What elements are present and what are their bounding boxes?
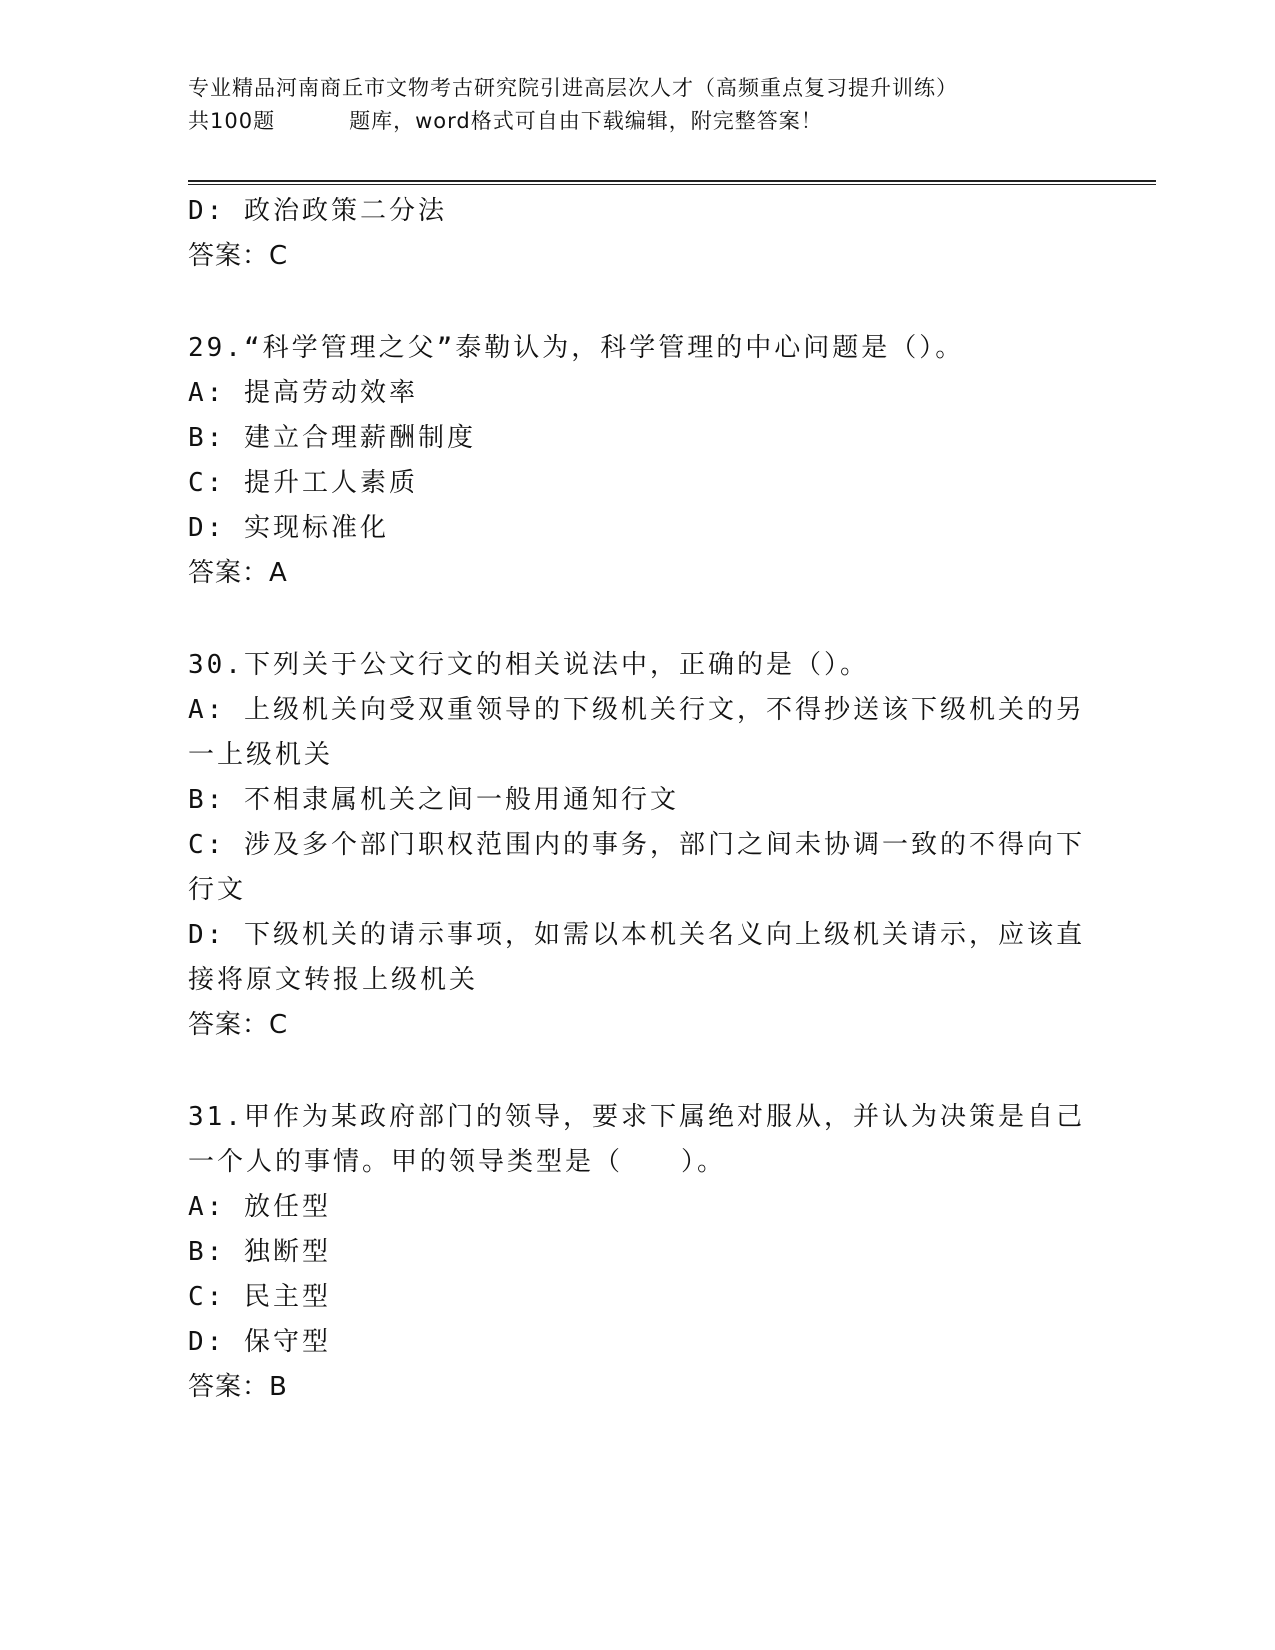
option-b: B: 建立合理薪酬制度 [188,423,476,453]
option-c: C: 民主型 [188,1282,331,1312]
option-d-continued: 接将原文转报上级机关 [188,965,479,995]
question-stem: 30.下列关于公文行文的相关说法中，正确的是（）。 [188,650,869,680]
option-a: A: 提高劳动效率 [188,378,418,408]
header-subtitle [188,105,1088,138]
option-d: D: 保守型 [188,1327,331,1357]
header-title: 专业精品河南商丘市文物考古研究院引进高层次人才（高频重点复习提升训练） [188,76,958,100]
question-stem: 31.甲作为某政府部门的领导，要求下属绝对服从，并认为决策是自己 [188,1102,1085,1132]
option-d: D: 政治政策二分法 [188,196,447,226]
header-question-count: 共100题 [188,109,276,133]
answer-line: 答案：C [188,241,289,271]
header-divider-thick [188,180,1156,182]
document-header [188,72,1088,138]
option-a-continued: 一上级机关 [188,740,334,770]
answer-line: 答案：C [188,1010,289,1040]
option-b: B: 独断型 [188,1237,331,1267]
option-c: C: 涉及多个部门职权范围内的事务，部门之间未协调一致的不得向下 [188,830,1085,860]
question-list [188,189,1088,1410]
option-b: B: 不相隶属机关之间一般用通知行文 [188,785,679,815]
option-d: D: 实现标准化 [188,513,389,543]
option-c-continued: 行文 [188,875,247,905]
question-stem-continued: 一个人的事情。甲的领导类型是（ ）。 [188,1147,727,1177]
option-a: A: 上级机关向受双重领导的下级机关行文，不得抄送该下级机关的另 [188,695,1085,725]
header-divider-thin [188,184,1156,185]
header-description: 题库，word格式可自由下载编辑，附完整答案！ [349,109,823,133]
option-c: C: 提升工人素质 [188,468,418,498]
option-d: D: 下级机关的请示事项，如需以本机关名义向上级机关请示，应该直 [188,920,1085,950]
question-stem: 29.“科学管理之父”泰勒认为，科学管理的中心问题是（）。 [188,333,965,363]
answer-line: 答案：A [188,558,288,588]
answer-line: 答案：B [188,1372,288,1402]
option-a: A: 放任型 [188,1192,331,1222]
